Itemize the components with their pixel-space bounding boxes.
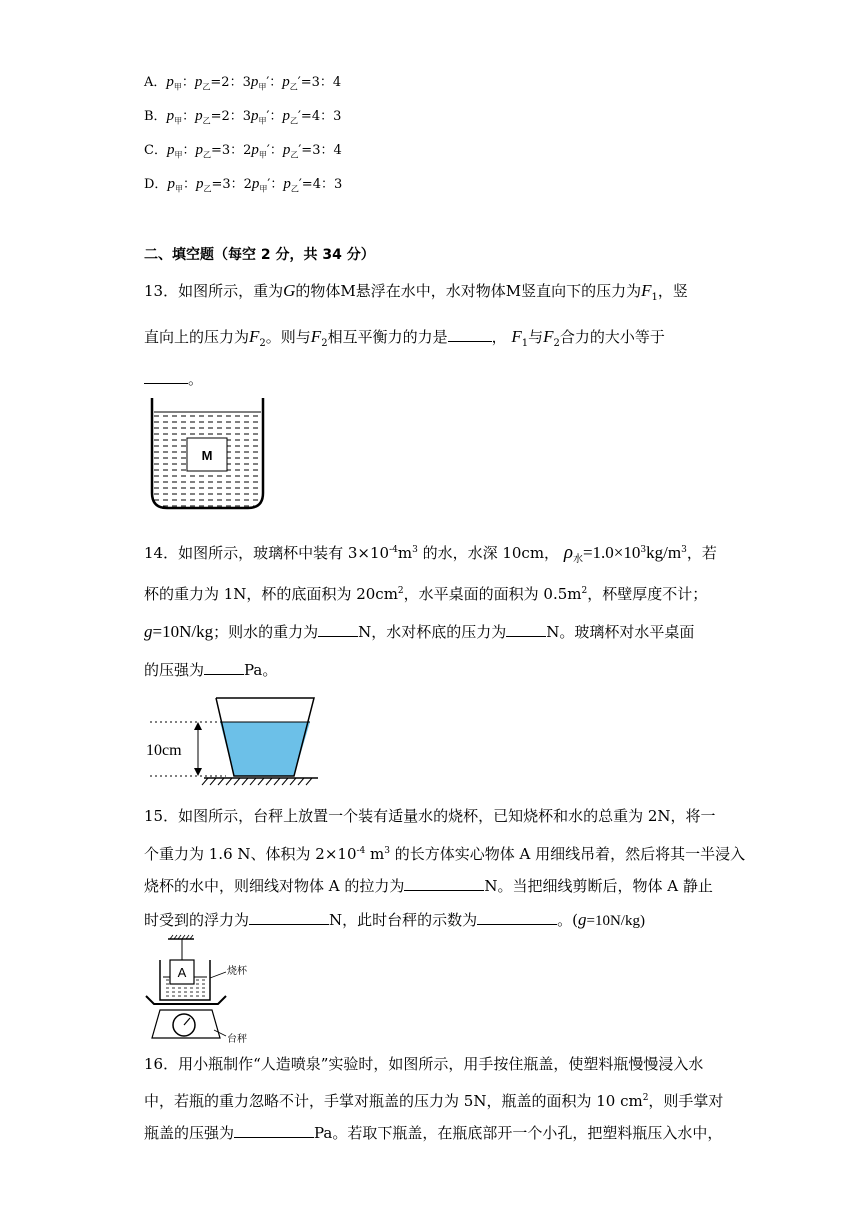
object-m-label: M [201,448,213,463]
q14-blank-1[interactable] [318,620,358,637]
q16-line2: 中，若瓶的重力忽略不计，手掌对瓶盖的压力为 5N，瓶盖的面积为 10 $cm^2$，则手掌对 [144,1092,724,1110]
option-b: B．$p_甲$：$p_乙=2$：$3p_甲'$：$p_乙'=4$：3 [144,108,342,126]
scale-label: 台秤 [227,1034,247,1044]
q14-figure [142,692,322,788]
section-title: 二、填空题（每空 2 分，共 34 分） [144,247,375,263]
q15-blank-3[interactable] [477,908,557,925]
q13-blank-2[interactable] [144,367,188,384]
q15-line3: 烧杯的水中，则细线对物体 A 的拉力为 N。当把细线剪断后，物体 A 静止 [144,874,713,897]
q14-line1: 14．如图所示，玻璃杯中装有 $3\times 10^{-4}m^3$ 的水，水深 10cm， $\rho_水=1.0\times 10^3kg/m^3$，若 [144,542,717,565]
q16-line1: 16．用小瓶制作“人造喷泉”实验时，如图所示，用手按住瓶盖，使塑料瓶慢慢浸入水 [144,1055,704,1073]
q14-blank-3[interactable] [204,658,244,675]
q13-line2: 直向上的压力为$F_2$。则与$F_2$相互平衡力的力是 ， $F_1$与$F_2$合力的大小等于 [144,327,665,349]
q14-line2: 杯的重力为 1N，杯的底面积为 $20cm^2$，水平桌面的面积为 $0.5m^2$，杯壁厚度不计； [144,585,708,603]
depth-label: 10cm [146,742,182,759]
option-c: C．$p_甲$：$p_乙=3$：$2p_甲'$：$p_乙'=3$：4 [144,142,342,160]
q15-line2: 个重力为 1.6 N、体积为 $2\times 10^{-4}$ $m^3$ 的长方体实心物体 A 用细线吊着，然后将其一半浸入 [144,845,746,863]
q14-line4: 的压强为 Pa。 [144,658,277,681]
q15-figure [142,934,274,1044]
q13-blank-1[interactable] [448,325,492,342]
q15-blank-2[interactable] [249,908,329,925]
object-a-label: A [177,965,187,980]
q14-line3: g=10N/kg；则水的重力为 N，水对杯底的压力为 N。玻璃杯对水平桌面 [144,622,695,641]
q13-figure [145,395,270,512]
q16-line3: 瓶盖的压强为 Pa。若取下瓶盖，在瓶底部开一个小孔，把塑料瓶压入水中， [144,1121,722,1144]
q15-line4: 时受到的浮力为 N，此时台秤的示数为 。(g=10N/kg) [144,910,645,929]
option-a: A．$p_甲$：$p_乙=2$：$3p_甲'$：$p_乙'=3$：4 [144,74,342,92]
beaker-label: 烧杯 [227,966,247,977]
q14-blank-2[interactable] [506,620,546,637]
q15-blank-1[interactable] [404,874,484,891]
q16-blank-1[interactable] [234,1121,314,1138]
q13-line1: 13．如图所示，重为G的物体M悬浮在水中，水对物体M竖直向下的压力为$F_1$，竖 [144,281,688,303]
q13-line3: 。 [144,367,203,390]
option-d: D．$p_甲$：$p_乙=3$：$2p_甲'$：$p_乙'=4$：3 [144,176,343,194]
q15-line1: 15．如图所示，台秤上放置一个装有适量水的烧杯，已知烧杯和水的总重为 2N，将一 [144,807,716,825]
